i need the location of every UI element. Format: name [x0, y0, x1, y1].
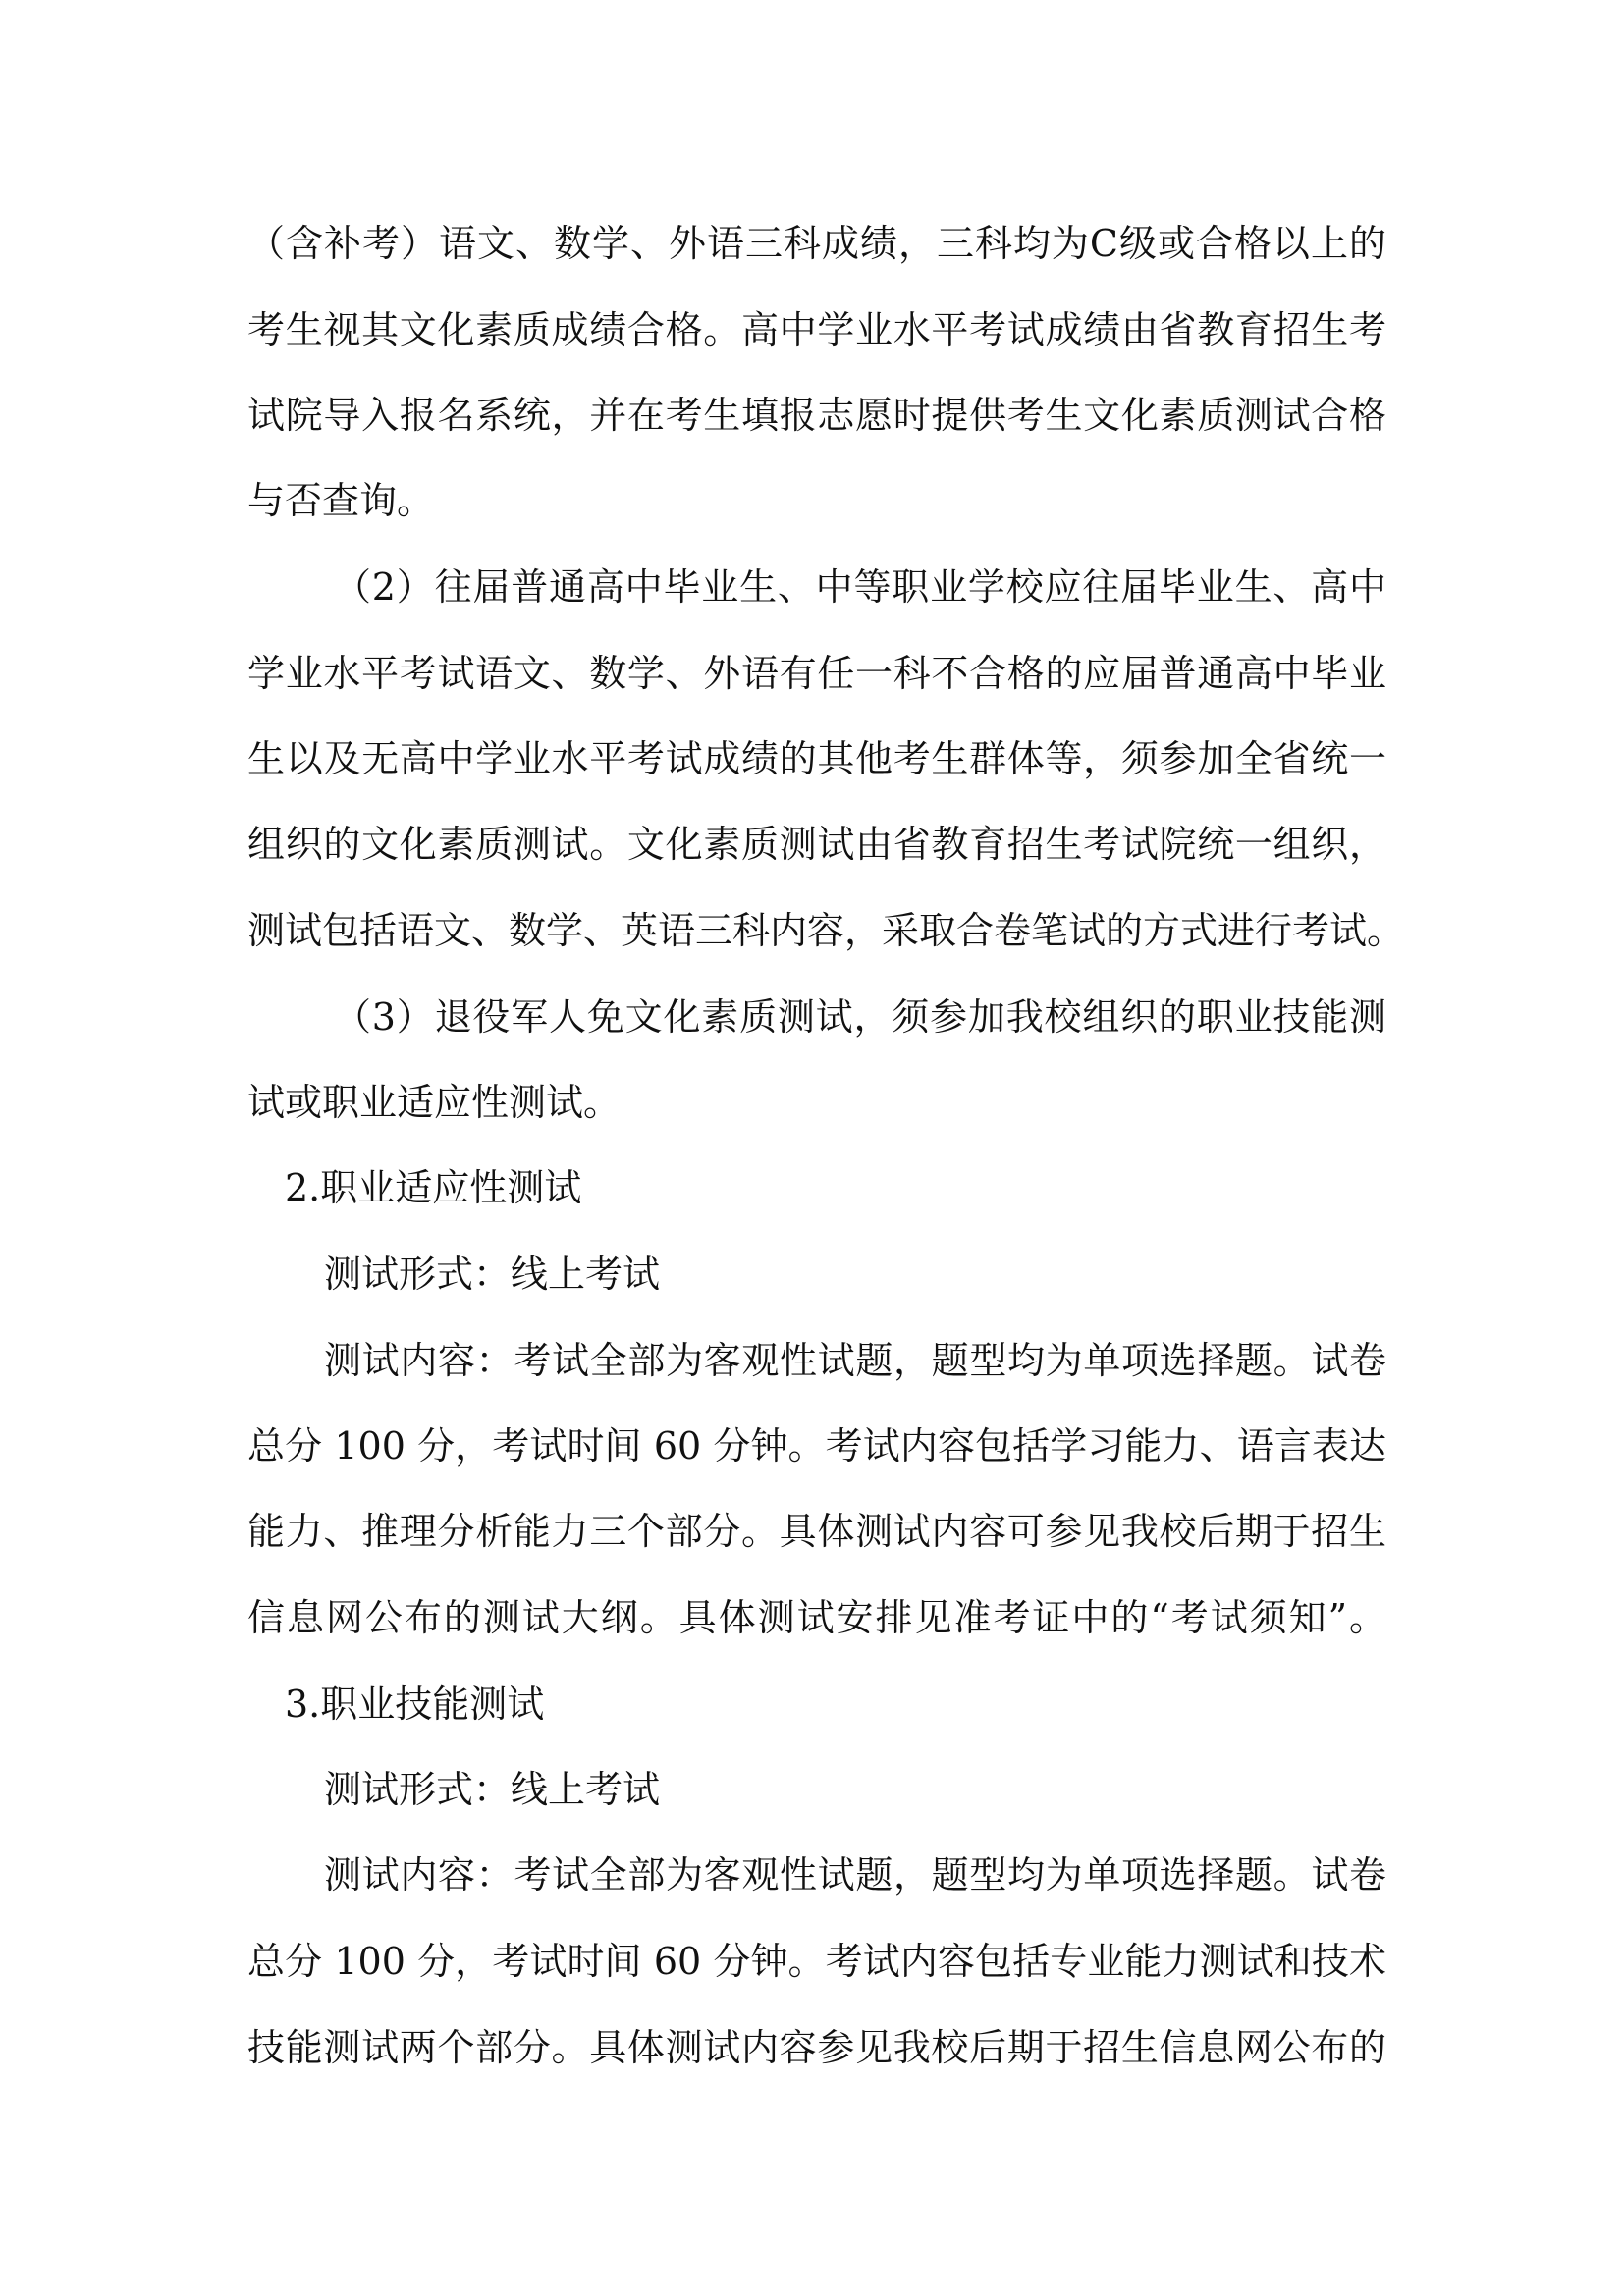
text-line-3: 试院导入报名系统，并在考生填报志愿时提供考生文化素质测试合格 [247, 394, 1386, 437]
test-format-line-3: 测试形式：线上考试 [324, 1768, 661, 1811]
text-line-20: 测试内容：考试全部为客观性试题，题型均为单项选择题。试卷 [324, 1853, 1386, 1896]
text-line-10: （3）退役军人免文化素质测试，须参加我校组织的职业技能测 [334, 995, 1386, 1039]
text-line-2: 考生视其文化素质成绩合格。高中学业水平考试成绩由省教育招生考 [247, 308, 1386, 351]
text-line-6: 学业水平考试语文、数学、外语有任一科不合格的应届普通高中毕业 [247, 652, 1386, 695]
text-line-16: 能力、推理分析能力三个部分。具体测试内容可参见我校后期于招生 [247, 1510, 1386, 1553]
text-line-21: 总分 100 分，考试时间 60 分钟。考试内容包括专业能力测试和技术 [247, 1940, 1386, 1983]
text-line-9: 测试包括语文、数学、英语三科内容，采取合卷笔试的方式进行考试。 [247, 909, 1405, 952]
text-line-4: 与否查询。 [247, 479, 435, 522]
text-line-14: 测试内容：考试全部为客观性试题，题型均为单项选择题。试卷 [324, 1339, 1386, 1382]
text-line-5: （2）往届普通高中毕业生、中等职业学校应往届毕业生、高中 [334, 565, 1386, 609]
text-line-17: 信息网公布的测试大纲。具体测试安排见准考证中的“考试须知”。 [247, 1596, 1386, 1639]
text-line-7: 生以及无高中学业水平考试成绩的其他考生群体等，须参加全省统一 [247, 737, 1386, 780]
text-line-1: （含补考）语文、数学、外语三科成绩，三科均为C级或合格以上的 [247, 222, 1386, 265]
text-line-22: 技能测试两个部分。具体测试内容参见我校后期于招生信息网公布的 [247, 2026, 1386, 2069]
test-format-line-2: 测试形式：线上考试 [324, 1253, 661, 1296]
text-line-11: 试或职业适应性测试。 [247, 1081, 622, 1124]
section-heading-3: 3.职业技能测试 [285, 1682, 545, 1726]
section-heading-2: 2.职业适应性测试 [285, 1166, 582, 1209]
text-line-15: 总分 100 分，考试时间 60 分钟。考试内容包括学习能力、语言表达 [247, 1424, 1386, 1468]
text-line-8: 组织的文化素质测试。文化素质测试由省教育招生考试院统一组织， [247, 823, 1386, 866]
